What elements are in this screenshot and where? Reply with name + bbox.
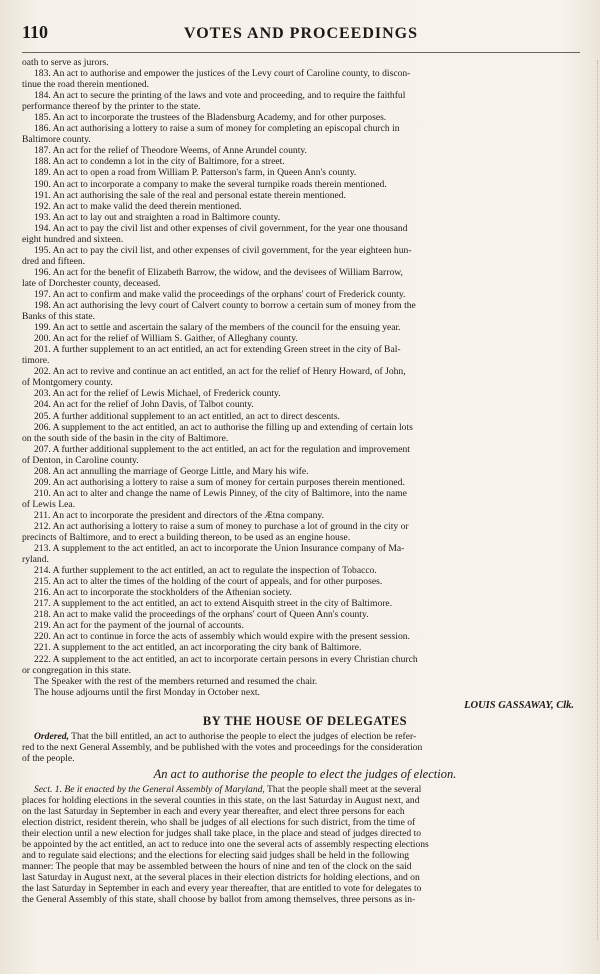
- act-line: The Speaker with the rest of the members returned and resumed the chair.: [34, 675, 318, 687]
- act-line: 190. An act to incorporate a company to make the several turnpike roads therein mentioned.: [34, 178, 387, 190]
- section-one-first-line: [22, 784, 588, 795]
- act-line: 194. An act to pay the civil list and other expenses of civil government, for the year one thousand: [34, 222, 408, 234]
- order-lead: Ordered,: [34, 730, 69, 742]
- act-line: 187. An act for the relief of Theodore Weems, of Anne Arundel county.: [34, 145, 307, 157]
- act-title: An act to authorise the people to elect the judges of election.: [153, 766, 457, 781]
- section-one-line: election district, resident therein, who shall be judges of all elections for such district, from the time of: [22, 817, 416, 828]
- act-line: 210. An act to alter and change the name of Lewis Pinney, of the city of Baltimore, into the name: [34, 487, 407, 499]
- clerk-signature-text: LOUIS GASSAWAY, Clk.: [464, 699, 574, 711]
- order-line: red to the next General Assembly, and be published with the votes and proceedings for the consideration: [22, 741, 423, 753]
- act-line: precincts of Baltimore, and to erect a building thereon, to be used as an engine house.: [22, 532, 351, 544]
- act-line: 213. A supplement to the act entitled, an act to incorporate the Union Insurance company of Ma-: [34, 543, 405, 555]
- act-line: 206. A supplement to the act entitled, an act to authorise the filling up and extending of certain lots: [34, 421, 413, 433]
- section-one-line: manner: The people that may be assembled between the hours of nine and ten of the clock on the said: [22, 861, 412, 873]
- section-one-line: and to regulate said elections; and the elections for electing said judges shall be held in the following: [22, 850, 410, 862]
- act-line: Baltimore county.: [22, 134, 91, 146]
- act-line: 216. An act to incorporate the stockholders of the Athenian society.: [34, 587, 292, 599]
- act-line: 199. An act to settle and ascertain the salary of the members of the council for the ensuing year.: [34, 322, 401, 334]
- page-edge: [593, 60, 598, 940]
- section-one-line: their election until a new election for judges shall take place, in the place and stead of judges directed to: [22, 828, 422, 840]
- act-line: 197. An act to confirm and make valid the proceedings of the orphans' court of Frederick county.: [34, 288, 406, 300]
- acts-list: [22, 57, 588, 698]
- act-line: 208. An act annulling the marriage of George Little, and Mary his wife.: [34, 465, 309, 477]
- order-first-line: [22, 731, 588, 742]
- act-line: 219. An act for the payment of the journal of accounts.: [34, 620, 244, 632]
- section-one-line: last Saturday in August next, at the several places in their election districts for holding elections, and on: [22, 872, 420, 884]
- act-line: 193. An act to lay out and straighten a road in Baltimore county.: [34, 211, 281, 223]
- act-line: 189. An act to open a road from William P. Patterson's farm, in Queen Ann's county.: [34, 167, 357, 179]
- order-line: That the bill entitled, an act to authorise the people to elect the judges of election be refer-: [71, 730, 417, 742]
- section-one-line: places for holding elections in the several counties in this state, on the last Saturday in August next, and: [22, 794, 420, 806]
- act-line: eight hundred and sixteen.: [22, 233, 124, 245]
- act-line: 205. A further additional supplement to an act entitled, an act to direct descents.: [34, 410, 340, 422]
- section-one-line: the last Saturday in September in each and every year thereafter, that are entitled to vote for delegates to: [22, 883, 422, 895]
- act-line: tinue the road therein mentioned.: [22, 79, 150, 91]
- act-line: 209. An act authorising a lottery to raise a sum of money for certain purposes therein mentioned.: [34, 476, 405, 488]
- act-line: 198. An act authorising the levy court of Calvert county to borrow a certain sum of money from the: [34, 300, 416, 312]
- act-line: 191. An act authorising the sale of the real and personal estate therein mentioned.: [34, 189, 346, 201]
- order-paragraph: [22, 731, 588, 764]
- act-line: oath to serve as jurors.: [22, 57, 109, 68]
- act-line: dred and fifteen.: [22, 255, 86, 267]
- act-line: of Denton, in Caroline county.: [22, 454, 139, 466]
- section-one-lead: Sect. 1. Be it enacted by the General Assembly of Maryland,: [34, 783, 265, 795]
- page-number: 110: [22, 22, 49, 42]
- act-line: 218. An act to make valid the proceedings of the orphans' court of Queen Ann's county.: [34, 609, 369, 621]
- act-line: or congregation in this state.: [22, 664, 131, 676]
- section-title: BY THE HOUSE OF DELEGATES: [202, 713, 408, 728]
- act-line: 214. A further supplement to the act entitled, an act to regulate the inspection of Tobacco.: [34, 565, 377, 577]
- act-line: of Lewis Lea.: [22, 498, 76, 510]
- clerk-signature: [22, 700, 588, 711]
- act-line: 212. An act authorising a lottery to raise a sum of money to purchase a lot of ground in the city or: [34, 520, 409, 532]
- page-header: [22, 22, 580, 53]
- act-line: ryland.: [22, 554, 49, 566]
- act-line: 200. An act for the relief of William S. Gaither, of Alleghany county.: [34, 333, 298, 345]
- act-line: The house adjourns until the first Monday in October next.: [34, 686, 260, 698]
- section-one-line: That the people shall meet at the several: [267, 783, 422, 795]
- act-line: 215. An act to alter the times of the holding of the court of appeals, and for other purposes.: [34, 576, 383, 588]
- act-line: 207. A further additional supplement to the act entitled, an act for the regulation and improvement: [34, 443, 410, 455]
- act-line: 221. A supplement to the act entitled, an act incorporating the city bank of Baltimore.: [34, 642, 362, 654]
- act-line: 222. A supplement to the act entitled, an act to incorporate certain persons in every Christian church: [34, 653, 418, 665]
- act-line: 186. An act authorising a lottery to raise a sum of money for completing an episcopal church in: [34, 123, 400, 135]
- act-line: of Montgomery county.: [22, 377, 113, 389]
- act-line: performance thereof by the printer to the state.: [22, 101, 201, 113]
- act-line: 196. An act for the benefit of Elizabeth Barrow, the widow, and the devisees of William Barrow,: [34, 266, 403, 278]
- act-line: 188. An act to condemn a lot in the city of Baltimore, for a street.: [34, 156, 285, 168]
- act-line: late of Dorchester county, deceased.: [22, 277, 161, 289]
- act-line: 195. An act to pay the civil list, and other expenses of civil government, for the year eighteen hun-: [34, 244, 412, 256]
- act-line: 202. An act to revive and continue an act entitled, an act for the relief of Henry Howard, of John,: [34, 366, 406, 378]
- act-line: 211. An act to incorporate the president and directors of the Ætna company.: [34, 509, 324, 521]
- act-line: on the south side of the basin in the city of Baltimore.: [22, 432, 229, 444]
- section-one-line: on the last Saturday in September in each and every year thereafter, and elect three persons for each: [22, 805, 405, 817]
- act-line: 201. A further supplement to an act entitled, an act for extending Green street in the city of Bal-: [34, 344, 401, 356]
- act-line: 217. A supplement to the act entitled, an act to extend Aisquith street in the city of Baltimore.: [34, 598, 393, 610]
- act-line: 184. An act to secure the printing of the laws and vote and proceeding, and to require the faithful: [34, 90, 406, 102]
- act-line: 220. An act to continue in force the acts of assembly which would expire with the present session.: [34, 631, 410, 643]
- act-line: Banks of this state.: [22, 311, 96, 323]
- running-title: VOTES AND PROCEEDINGS: [183, 25, 419, 42]
- act-line: 192. An act to make valid the deed therein mentioned.: [34, 200, 242, 212]
- act-line: 183. An act to authorise and empower the justices of the Levy court of Caroline county, to discon-: [34, 68, 411, 80]
- order-line: of the people.: [22, 752, 75, 764]
- section-one-line: the General Assembly of this state, shall choose by ballot from among themselves, three persons as in-: [22, 894, 416, 906]
- act-line: 185. An act to incorporate the trustees of the Bladensburg Academy, and for other purposes.: [34, 112, 387, 124]
- section-one-line: be appointed by the act entitled, an act to reduce into one the several acts of assembly respecting elections: [22, 839, 429, 851]
- act-line: timore.: [22, 355, 50, 367]
- section-one: [22, 784, 588, 906]
- act-line: 204. An act for the relief of John Davis, of Talbot county.: [34, 399, 254, 411]
- act-line: 203. An act for the relief of Lewis Michael, of Frederick county.: [34, 388, 281, 400]
